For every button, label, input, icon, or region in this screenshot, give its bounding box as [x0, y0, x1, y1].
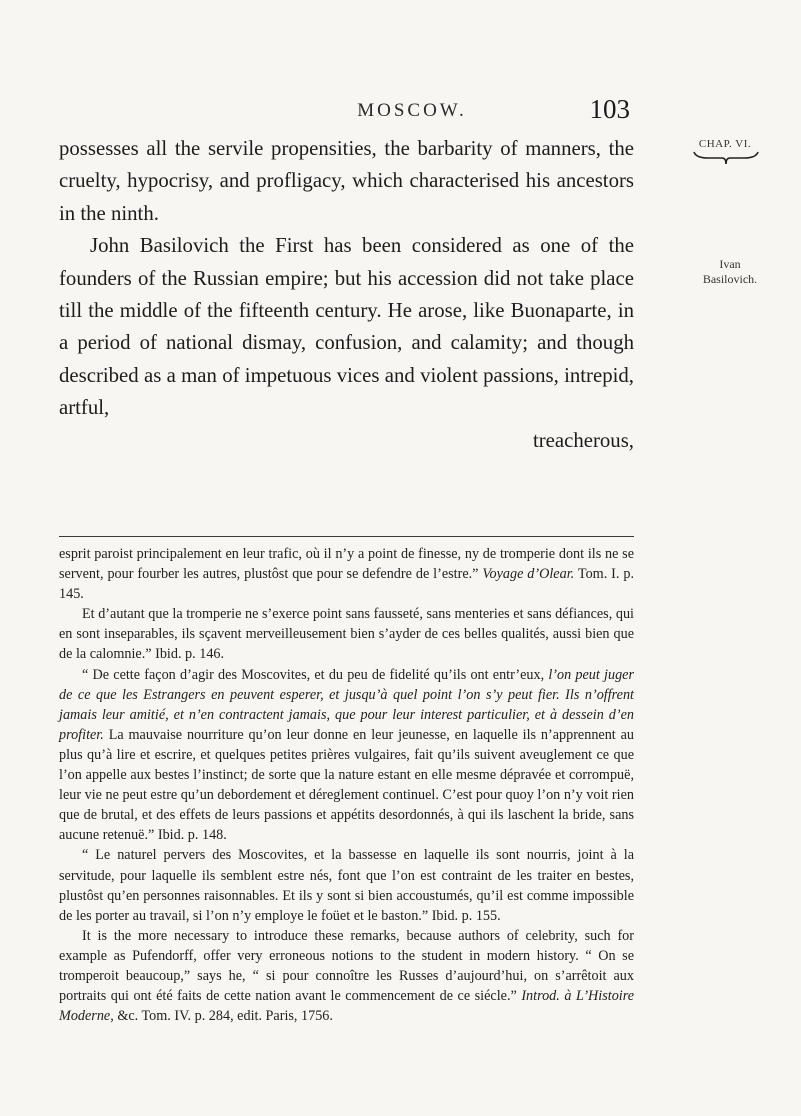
paragraph-1: possesses all the servile propensities, the barbarity of manners, the cruelty, hypocrisy, and profligacy, which characterised his ancestors in the ninth. — [59, 137, 634, 225]
paragraph-2: John Basilovich the First has been considered as one of the founders of the Russian empire; but his accession did not take place till the middle of the fifteenth century. He arose, like Buonaparte, in a period of national dismay, confusion, and calamity; and though described as a man of impetuous vices and violent passions, intrepid, artful, — [59, 234, 634, 420]
footnote-1-ref: Tom. I. p. 145. — [59, 566, 635, 603]
footnote-rule — [59, 536, 634, 537]
footnote-1-source: Voyage d’Olear. — [482, 566, 575, 583]
main-text — [59, 133, 634, 457]
footnote-3-text-b: La mauvaise nourriture qu’on leur donne en leur jeunesse, en laquelle ils n’apprennent au plus qu’à lire et escrire, et quelques petites prières vulgaires, fait qu’ils suivent aveuglement ce que l’on appelle aux bestes l’instinct; de sorte que la nature estant en elle mesme dépravée et corrompuë, leur vie ne peut estre qu’un debordement et déreglement continuel. C’est pour quoy l’on n’y voit rien que de brutal, et des effets de leurs passions et appétits desordonnés, à qui ils laschent la bride, sans aucune retenuë.” Ibid. p. 148. — [59, 726, 635, 844]
footnote-3 — [59, 665, 634, 846]
footnote-4: “ Le naturel pervers des Moscovites, et la bassesse en laquelle ils sont nourris, joint à la servitude, pour laquelle ils semblent estre nés, font que l’on est contraint de les traiter en bestes, plustôst qu’en personnes raisonnables. Et ils y sont si bien accoustumés, qu’il est comme impossible de les porter au travail, si l’on n’y employe le foüet et le baston.” Ibid. p. 155. — [59, 847, 634, 924]
page-header — [0, 94, 801, 134]
footnote-5 — [59, 926, 634, 1026]
paragraph-2-end: treacherous, — [532, 428, 634, 452]
footnote-5-source: Introd. à L’Histoire Moderne, — [59, 988, 635, 1025]
footnote-2: Et d’autant que la tromperie ne s’exerce point sans fausseté, sans menteries et sans défiances, qui en sont inseparables, ils sçavent merveilleusement bien s’ayder de ces belles qualités, aussi bien que de la calomnie.” Ibid. p. 146. — [59, 606, 634, 663]
page-number: 103 — [589, 94, 630, 124]
side-note-line2: Basilovich. — [702, 272, 758, 286]
brace-ornament — [692, 150, 760, 166]
chapter-marker: CHAP. VI. — [698, 138, 752, 150]
footnote-1-text: esprit paroist principalement en leur trafic, où il n’y a point de finesse, ny de tromperie dont ils ne se servent, pour fourber les autres, plustôst que pour se defendre de l’estre.” — [59, 546, 634, 583]
footnotes — [59, 544, 634, 1026]
footnote-3-text-a: “ De cette façon d’agir des Moscovites, et du peu de fidelité qu’ils ont entr’eux, — [82, 666, 545, 683]
footnote-5-text: It is the more necessary to introduce these remarks, because authors of celebrity, such for example as Pufendorff, offer very erroneous notions to the student in modern history. “ On se tromperoit beaucoup,” says he, “ si pour connoître les Russes d’aujourd’hui, on s’arrêtoit aux portraits qui ont été faits de cette nation avant le commencement de ce siécle.” — [59, 927, 634, 1005]
running-head: MOSCOW. — [357, 100, 467, 121]
side-note-line1: Ivan — [719, 257, 741, 271]
footnote-3-italic: l’on peut juger de ce que les Estrangers en peuvent esperer, et jusqu’à quel point l’on s’y peut fier. Ils n’offrent jamais leur amitié, et n’en contractent jamais, que pour leur interest particulier, et à dessein d’en profiter. — [59, 666, 634, 743]
footnote-5-ref: &c. Tom. IV. p. 284, edit. Paris, 1756. — [117, 1008, 333, 1025]
side-note — [690, 257, 770, 287]
footnote-1 — [59, 544, 634, 604]
